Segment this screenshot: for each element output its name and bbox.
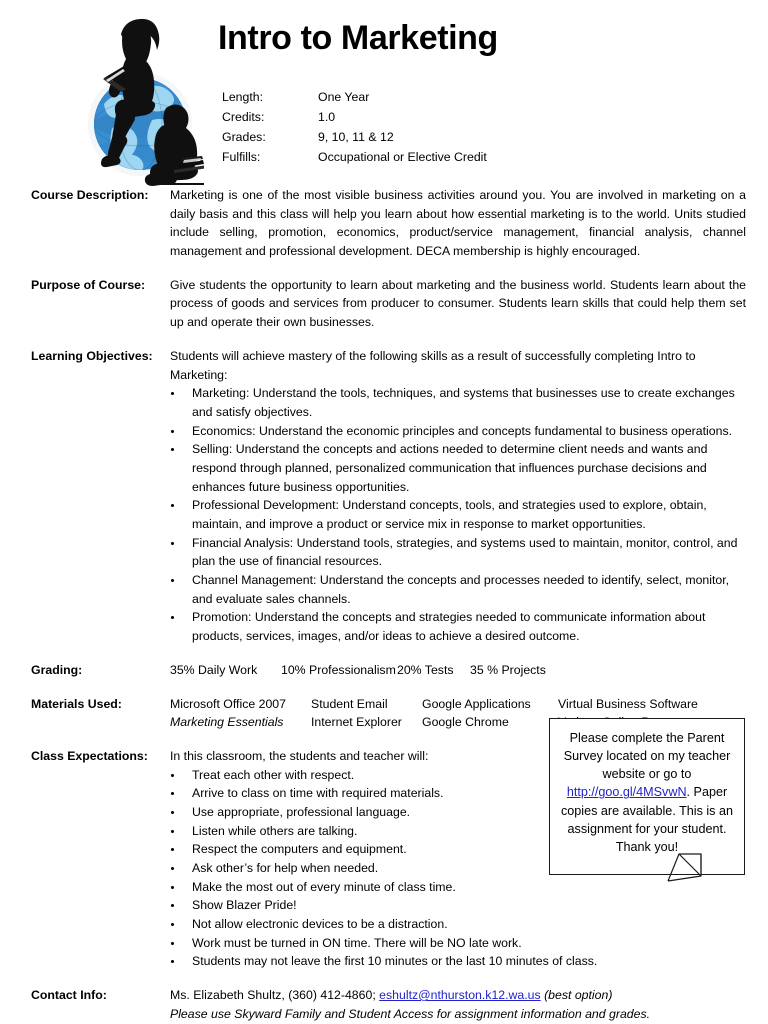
- globe-students-logo-icon: [78, 16, 204, 188]
- meta-value-fulfills: Occupational or Elective Credit: [318, 149, 487, 164]
- spacer: [0, 680, 768, 695]
- meta-row-length: [222, 89, 487, 109]
- meta-label-grades: Grades:: [222, 129, 266, 144]
- meta-row-credits: [222, 109, 487, 129]
- spacer: [0, 971, 768, 986]
- list-item: Respect the computers and equipment.: [170, 840, 746, 859]
- list-item: Treat each other with respect.: [170, 766, 746, 785]
- meta-label-fulfills: Fulfills:: [222, 149, 261, 164]
- contact-email-link[interactable]: eshultz@nthurston.k12.wa.us: [379, 988, 541, 1003]
- intro-class-expectations: In this classroom, the students and teacher will:: [170, 748, 429, 763]
- list-item: Students may not leave the first 10 minutes or the last 10 minutes of class.: [170, 952, 746, 971]
- page-title: Intro to Marketing: [218, 19, 498, 57]
- list-item: Work must be turned in ON time. There will be NO late work.: [170, 934, 746, 953]
- spacer: [0, 646, 768, 661]
- grading-item-professionalism: 10% Professionalism: [281, 662, 396, 677]
- body-contact-info: [170, 986, 746, 1023]
- section-course-description: [0, 186, 768, 261]
- list-item: Not allow electronic devices to be a distraction.: [170, 915, 746, 934]
- section-purpose-of-course: [0, 276, 768, 332]
- list-item: Professional Development: Understand concepts, tools, and strategies used to explore, obtain, maintain, and improve a product or service mix in response to market opportunities.: [170, 496, 746, 533]
- contact-name-phone: Ms. Elizabeth Shultz, (360) 412-4860;: [170, 988, 380, 1003]
- list-item: Listen while others are talking.: [170, 822, 746, 841]
- meta-label-length: Length:: [222, 90, 264, 104]
- list-item: Promotion: Understand the concepts and strategies needed to communicate information about products, services, images, and/or ideas to achieve a desired outcome.: [170, 608, 746, 645]
- label-grading: Grading:: [31, 662, 83, 677]
- list-item: Selling: Understand the concepts and actions needed to determine client needs and wants and respond through planned, personalized communication that influences purchase decisions and enhances future business opportunities.: [170, 440, 746, 496]
- parent-survey-callout-box: [549, 718, 745, 875]
- grading-item-daily-work: 35% Daily Work: [170, 662, 258, 677]
- materials-row: [170, 695, 746, 714]
- callout-text-after-link: . Paper copies are available. This is an assignment for your student. Thank you!: [561, 785, 733, 854]
- document-header: [0, 0, 768, 186]
- body-learning-objectives: [170, 347, 746, 646]
- material-google-applications: Google Applications: [422, 696, 531, 711]
- meta-row-fulfills: [222, 149, 487, 169]
- list-item: Arrive to class on time with required materials.: [170, 784, 746, 803]
- grading-item-tests: 20% Tests: [397, 662, 454, 677]
- meta-label-credits: Credits:: [222, 109, 265, 124]
- grading-item-projects: 35 % Projects: [470, 662, 546, 677]
- spacer: [0, 332, 768, 347]
- section-grading: [0, 661, 768, 680]
- label-class-expectations: Class Expectations:: [31, 748, 148, 763]
- list-item: Financial Analysis: Understand tools, strategies, and systems used to maintain, monitor, control, and plan the use of financial resources.: [170, 534, 746, 571]
- material-marketing-essentials: Marketing Essentials: [170, 715, 284, 730]
- parent-survey-link[interactable]: http://goo.gl/4MSvwN: [566, 785, 687, 800]
- grading-columns: [170, 661, 746, 680]
- intro-learning-objectives: Students will achieve mastery of the following skills as a result of successfully completing Intro to Marketing:: [170, 348, 696, 382]
- contact-best-option-note: (best option): [540, 988, 613, 1003]
- list-item: Show Blazer Pride!: [170, 896, 746, 915]
- list-item: Marketing: Understand the tools, techniques, and systems that businesses use to create exchanges and satisfy objectives.: [170, 384, 746, 421]
- label-materials-used: Materials Used:: [31, 696, 122, 711]
- course-meta-table: [222, 89, 487, 169]
- material-student-email: Student Email: [311, 696, 388, 711]
- section-learning-objectives: [0, 347, 768, 646]
- list-item: Ask other’s for help when needed.: [170, 859, 746, 878]
- label-purpose-of-course: Purpose of Course:: [31, 277, 146, 292]
- spacer: [0, 261, 768, 276]
- list-learning-objectives: [170, 384, 746, 646]
- list-item: Make the most out of every minute of class time.: [170, 878, 746, 897]
- meta-value-credits: 1.0: [318, 109, 336, 124]
- list-item: Economics: Understand the economic principles and concepts fundamental to business operations.: [170, 422, 746, 441]
- meta-value-length: One Year: [318, 90, 370, 104]
- body-grading: [170, 661, 746, 680]
- label-course-description: Course Description:: [31, 188, 149, 202]
- list-item: Use appropriate, professional language.: [170, 803, 746, 822]
- contact-line-1: [170, 986, 746, 1005]
- meta-value-grades: 9, 10, 11 & 12: [318, 129, 394, 144]
- section-contact-info: [0, 986, 768, 1023]
- material-office-2007: Microsoft Office 2007: [170, 696, 286, 711]
- material-internet-explorer: Internet Explorer: [311, 715, 402, 730]
- material-google-chrome: Google Chrome: [422, 715, 509, 730]
- label-contact-info: Contact Info:: [31, 988, 107, 1003]
- meta-row-grades: [222, 129, 487, 149]
- contact-line-2: Please use Skyward Family and Student Access for assignment information and grades.: [170, 1006, 651, 1021]
- material-virtual-business-software: Virtual Business Software: [558, 696, 698, 711]
- label-learning-objectives: Learning Objectives:: [31, 348, 153, 363]
- list-item: Channel Management: Understand the concepts and processes needed to identify, select, monitor, and evaluate sales channels.: [170, 571, 746, 608]
- text-purpose-of-course: Give students the opportunity to learn about marketing and the business world. Students learn about the process of goods and services from producer to consumer. Students learn skills that could help them set up and operate their own businesses.: [170, 277, 746, 330]
- callout-text-before-link: Please complete the Parent Survey located on my teacher website or go to: [563, 731, 731, 782]
- text-course-description: Marketing is one of the most visible business activities around you. You are involved in marketing on a daily basis and this class will help you learn about how essential marketing is to the world. Units studied include selling, promotion, economics, product/service management, financial analysis, channel management and professional development. DECA membership is highly encouraged.: [170, 188, 746, 259]
